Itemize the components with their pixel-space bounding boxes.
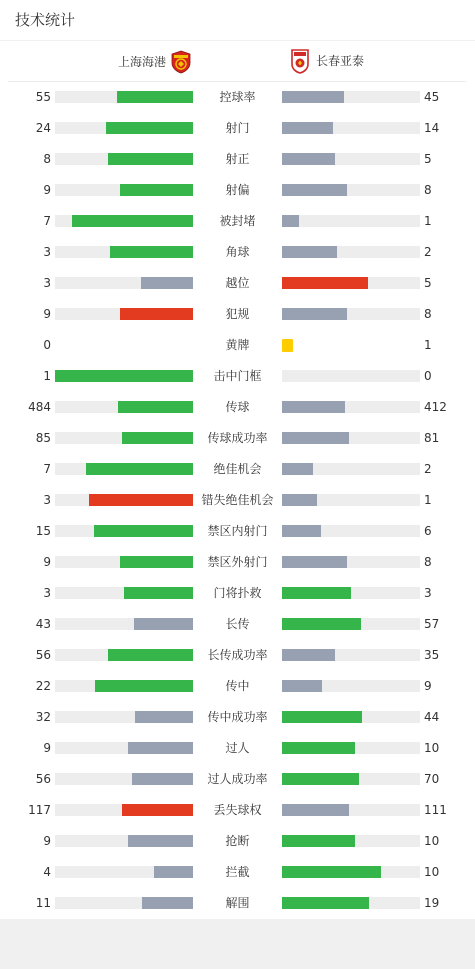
away-bar-track — [282, 308, 420, 320]
home-value: 3 — [43, 493, 51, 507]
stat-label: 控球率 — [219, 90, 256, 104]
stat-row — [0, 732, 475, 763]
away-bar — [282, 246, 337, 258]
away-bar — [282, 525, 321, 537]
away-bar — [282, 835, 355, 847]
home-bar-track — [55, 246, 193, 258]
away-value: 44 — [424, 710, 440, 724]
home-value: 7 — [43, 462, 51, 476]
home-bar-track — [55, 711, 193, 723]
home-bar-track — [55, 184, 193, 196]
stat-label: 射正 — [225, 152, 250, 166]
stat-row — [0, 236, 475, 267]
home-bar-track — [55, 556, 193, 568]
stat-label: 错失绝佳机会 — [201, 493, 274, 507]
home-bar — [120, 556, 193, 568]
stat-row — [0, 546, 475, 577]
home-bar — [135, 711, 193, 723]
stat-label: 禁区外射门 — [207, 555, 268, 569]
home-bar-track — [55, 773, 193, 785]
home-bar — [134, 618, 193, 630]
home-value: 484 — [28, 400, 51, 414]
away-bar-track — [282, 370, 420, 382]
home-bar — [124, 587, 193, 599]
stat-row — [0, 825, 475, 856]
stat-label: 角球 — [225, 245, 250, 259]
home-bar — [118, 401, 193, 413]
stat-row — [0, 794, 475, 825]
away-bar — [282, 587, 351, 599]
teams-header — [0, 41, 475, 81]
away-bar — [282, 215, 299, 227]
away-value: 70 — [424, 772, 440, 786]
home-bar-track — [55, 153, 193, 165]
stat-row — [0, 856, 475, 887]
home-value: 0 — [43, 338, 51, 352]
home-bar-track — [55, 866, 193, 878]
home-bar-track — [55, 525, 193, 537]
home-bar — [154, 866, 193, 878]
away-value: 10 — [424, 865, 440, 879]
yellow-card-icon — [282, 339, 293, 352]
away-bar — [282, 897, 369, 909]
away-bar-track — [282, 618, 420, 630]
home-bar-track — [55, 401, 193, 413]
home-value: 85 — [35, 431, 51, 445]
stat-label: 解围 — [225, 896, 250, 910]
home-bar-track — [55, 277, 193, 289]
home-bar — [142, 897, 193, 909]
away-bar — [282, 432, 349, 444]
away-bar — [282, 277, 368, 289]
away-bar-track — [282, 277, 420, 289]
stat-row — [0, 887, 475, 918]
away-value: 2 — [424, 245, 432, 259]
away-bar-track — [282, 866, 420, 878]
stat-label: 丢失球权 — [213, 803, 262, 817]
stat-row — [0, 484, 475, 515]
away-value: 412 — [424, 400, 447, 414]
stat-row — [0, 112, 475, 143]
stat-row — [0, 453, 475, 484]
away-bar-track — [282, 432, 420, 444]
away-value: 57 — [424, 617, 440, 631]
stat-label: 犯规 — [225, 307, 250, 321]
away-value: 3 — [424, 586, 432, 600]
home-bar — [55, 370, 193, 382]
away-value: 1 — [424, 338, 432, 352]
home-bar-track — [55, 680, 193, 692]
stat-row — [0, 422, 475, 453]
home-bar — [95, 680, 193, 692]
home-value: 9 — [43, 555, 51, 569]
home-bar — [128, 835, 193, 847]
home-value: 56 — [35, 648, 51, 662]
shanghai-port-crest-icon — [170, 50, 192, 74]
away-bar — [282, 153, 335, 165]
stat-label: 禁区内射门 — [207, 524, 268, 538]
stat-label: 射门 — [225, 121, 250, 135]
home-bar-track — [55, 215, 193, 227]
away-value: 10 — [424, 741, 440, 755]
away-bar — [282, 308, 347, 320]
stat-row — [0, 267, 475, 298]
away-value: 9 — [424, 679, 432, 693]
home-value: 7 — [43, 214, 51, 228]
stat-row — [0, 360, 475, 391]
away-bar-track — [282, 91, 420, 103]
away-bar-track — [282, 184, 420, 196]
home-card-track — [55, 339, 193, 351]
away-bar — [282, 401, 345, 413]
home-bar — [108, 153, 193, 165]
away-bar-track — [282, 649, 420, 661]
home-value: 55 — [35, 90, 51, 104]
home-bar — [106, 122, 193, 134]
home-value: 8 — [43, 152, 51, 166]
away-value: 19 — [424, 896, 440, 910]
away-team — [289, 48, 364, 74]
away-value: 5 — [424, 276, 432, 290]
stat-label: 黄牌 — [225, 338, 250, 352]
stat-label: 越位 — [225, 276, 250, 290]
away-value: 81 — [424, 431, 440, 445]
away-bar — [282, 463, 313, 475]
away-value: 8 — [424, 555, 432, 569]
away-bar-track — [282, 897, 420, 909]
stat-label: 门将扑救 — [213, 586, 262, 600]
home-bar-track — [55, 742, 193, 754]
home-bar — [120, 184, 193, 196]
away-bar — [282, 804, 349, 816]
changchun-yatai-crest-icon — [289, 48, 311, 74]
home-bar — [122, 804, 193, 816]
home-bar — [89, 494, 193, 506]
away-bar-track — [282, 463, 420, 475]
away-bar-track — [282, 153, 420, 165]
away-bar-track — [282, 587, 420, 599]
away-value: 35 — [424, 648, 440, 662]
away-value: 0 — [424, 369, 432, 383]
home-team-name: 上海海港 — [117, 55, 166, 69]
away-bar — [282, 122, 333, 134]
home-bar-track — [55, 804, 193, 816]
stat-label: 过人成功率 — [207, 772, 268, 786]
home-bar-track — [55, 463, 193, 475]
home-value: 43 — [35, 617, 51, 631]
home-bar-track — [55, 308, 193, 320]
home-bar — [94, 525, 193, 537]
home-value: 11 — [35, 896, 51, 910]
stat-row — [0, 639, 475, 670]
stat-row — [0, 329, 475, 360]
stat-label: 绝佳机会 — [213, 462, 262, 476]
home-value: 32 — [35, 710, 51, 724]
away-bar — [282, 184, 347, 196]
away-bar — [282, 680, 322, 692]
away-card-track — [282, 339, 420, 351]
stat-row — [0, 174, 475, 205]
away-bar-track — [282, 246, 420, 258]
stat-row — [0, 298, 475, 329]
away-bar-track — [282, 401, 420, 413]
stat-row — [0, 391, 475, 422]
away-value: 111 — [424, 803, 447, 817]
stat-label: 击中门框 — [213, 369, 262, 383]
home-bar — [122, 432, 193, 444]
away-value: 6 — [424, 524, 432, 538]
stat-row — [0, 701, 475, 732]
home-value: 117 — [28, 803, 51, 817]
home-bar — [132, 773, 193, 785]
home-value: 3 — [43, 586, 51, 600]
away-bar-track — [282, 773, 420, 785]
home-value: 1 — [43, 369, 51, 383]
home-bar-track — [55, 494, 193, 506]
stat-label: 传中 — [225, 679, 250, 693]
stat-label: 拦截 — [225, 865, 250, 879]
home-value: 56 — [35, 772, 51, 786]
home-bar — [110, 246, 193, 258]
home-value: 3 — [43, 245, 51, 259]
home-bar — [108, 649, 193, 661]
home-value: 9 — [43, 741, 51, 755]
stat-label: 被封堵 — [219, 214, 256, 228]
home-bar-track — [55, 91, 193, 103]
stat-label: 传球成功率 — [207, 431, 268, 445]
stat-label: 传球 — [225, 400, 250, 414]
stat-row — [0, 515, 475, 546]
home-bar-track — [55, 618, 193, 630]
home-bar — [141, 277, 193, 289]
away-value: 2 — [424, 462, 432, 476]
home-bar — [128, 742, 193, 754]
stat-label: 过人 — [225, 741, 250, 755]
stat-row — [0, 763, 475, 794]
stat-row — [0, 143, 475, 174]
home-value: 9 — [43, 183, 51, 197]
home-team — [118, 50, 192, 74]
away-bar — [282, 91, 344, 103]
away-bar — [282, 618, 361, 630]
stat-label: 射偏 — [225, 183, 250, 197]
stat-row — [0, 205, 475, 236]
away-bar-track — [282, 122, 420, 134]
home-value: 22 — [35, 679, 51, 693]
stat-label: 长传 — [225, 617, 250, 631]
stat-label: 传中成功率 — [207, 710, 268, 724]
home-bar — [117, 91, 193, 103]
away-bar-track — [282, 835, 420, 847]
away-bar-track — [282, 711, 420, 723]
away-bar — [282, 742, 355, 754]
away-bar — [282, 866, 381, 878]
home-bar — [120, 308, 193, 320]
home-value: 9 — [43, 834, 51, 848]
away-bar — [282, 649, 335, 661]
home-bar-track — [55, 649, 193, 661]
home-value: 3 — [43, 276, 51, 290]
away-value: 1 — [424, 493, 432, 507]
stat-row — [0, 81, 475, 112]
away-bar — [282, 711, 362, 723]
home-bar-track — [55, 432, 193, 444]
away-value: 10 — [424, 834, 440, 848]
away-value: 45 — [424, 90, 440, 104]
away-bar — [282, 556, 347, 568]
away-bar-track — [282, 804, 420, 816]
home-bar — [86, 463, 193, 475]
home-bar-track — [55, 370, 193, 382]
away-bar-track — [282, 680, 420, 692]
away-bar — [282, 494, 317, 506]
away-bar-track — [282, 525, 420, 537]
page-title: 技术统计 — [15, 11, 76, 29]
stats-list — [0, 81, 475, 918]
home-value: 9 — [43, 307, 51, 321]
home-value: 24 — [35, 121, 51, 135]
away-bar-track — [282, 556, 420, 568]
away-value: 14 — [424, 121, 440, 135]
home-value: 4 — [43, 865, 51, 879]
home-bar-track — [55, 835, 193, 847]
home-bar-track — [55, 587, 193, 599]
away-value: 8 — [424, 183, 432, 197]
stat-row — [0, 608, 475, 639]
away-bar-track — [282, 494, 420, 506]
away-bar-track — [282, 215, 420, 227]
away-bar — [282, 773, 359, 785]
home-value: 15 — [35, 524, 51, 538]
away-value: 5 — [424, 152, 432, 166]
home-bar — [72, 215, 193, 227]
away-team-name: 长春亚泰 — [316, 54, 365, 68]
home-bar-track — [55, 122, 193, 134]
stat-row — [0, 577, 475, 608]
stat-row — [0, 670, 475, 701]
stat-label: 长传成功率 — [207, 648, 268, 662]
away-value: 1 — [424, 214, 432, 228]
home-bar-track — [55, 897, 193, 909]
stat-label: 抢断 — [225, 834, 250, 848]
away-bar-track — [282, 742, 420, 754]
away-value: 8 — [424, 307, 432, 321]
